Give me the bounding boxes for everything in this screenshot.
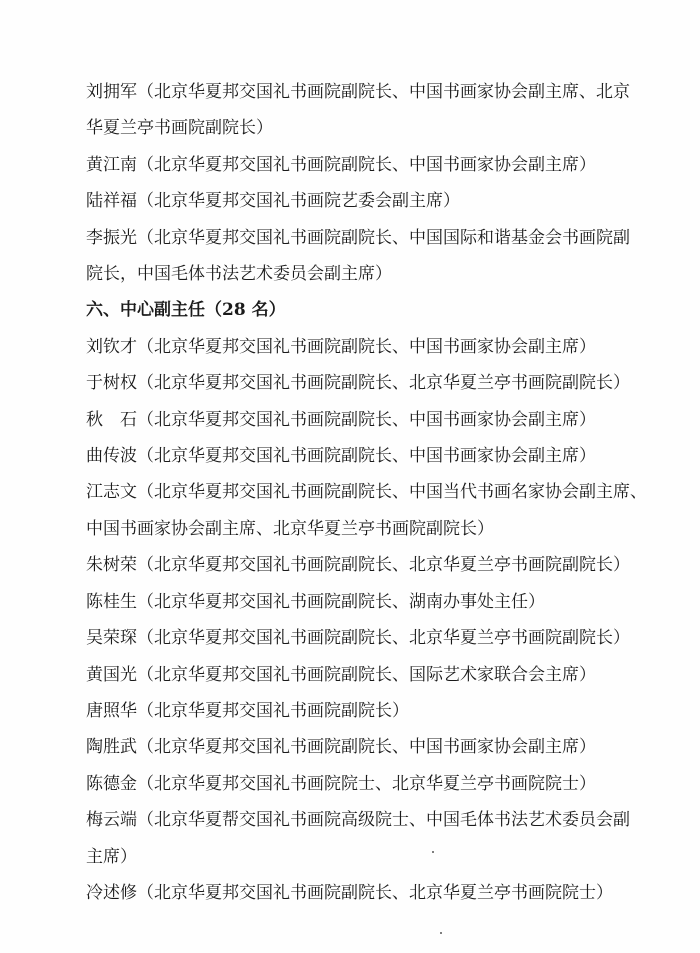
text-line: 梅云端（北京华夏帮交国礼书画院高级院士、中国毛体书法艺术委员会副 [86, 810, 630, 831]
text-line: 院长，中国毛体书法艺术委员会副主席） [86, 264, 392, 285]
text-line: 中国书画家协会副主席、北京华夏兰亭书画院副院长） [86, 518, 494, 539]
text-line: 曲传波（北京华夏邦交国礼书画院副院长、中国书画家协会副主席） [86, 446, 596, 467]
scan-speck [432, 851, 434, 853]
text-line: 江志文（北京华夏邦交国礼书画院副院长、中国当代书画名家协会副主席、 [86, 482, 647, 503]
text-line: 陈桂生（北京华夏邦交国礼书画院副院长、湖南办事处主任） [86, 591, 545, 612]
text-line: 陈德金（北京华夏邦交国礼书画院院士、北京华夏兰亭书画院院士） [86, 773, 596, 794]
text-line: 冷述修（北京华夏邦交国礼书画院副院长、北京华夏兰亭书画院院士） [86, 882, 613, 903]
text-line: 陶胜武（北京华夏邦交国礼书画院副院长、中国书画家协会副主席） [86, 737, 596, 758]
text-line: 朱树荣（北京华夏邦交国礼书画院副院长、北京华夏兰亭书画院副院长） [86, 555, 630, 576]
text-line: 华夏兰亭书画院副院长） [86, 118, 273, 139]
text-line: 于树权（北京华夏邦交国礼书画院副院长、北京华夏兰亭书画院副院长） [86, 373, 630, 394]
text-line: 秋 石（北京华夏邦交国礼书画院副院长、中国书画家协会副主席） [86, 409, 596, 430]
text-line: 刘钦才（北京华夏邦交国礼书画院副院长、中国书画家协会副主席） [86, 336, 596, 357]
text-line: 主席） [86, 846, 137, 867]
text-line: 黄江南（北京华夏邦交国礼书画院副院长、中国书画家协会副主席） [86, 154, 596, 175]
text-line: 唐照华（北京华夏邦交国礼书画院副院长） [86, 700, 409, 721]
text-line: 吴荣琛（北京华夏邦交国礼书画院副院长、北京华夏兰亭书画院副院长） [86, 628, 630, 649]
text-line: 李振光（北京华夏邦交国礼书画院副院长、中国国际和谐基金会书画院副 [86, 227, 630, 248]
section-heading: 六、中心副主任（28 名） [86, 300, 286, 321]
document-body [86, 74, 647, 911]
scan-speck [440, 932, 442, 934]
text-line: 刘拥军（北京华夏邦交国礼书画院副院长、中国书画家协会副主席、北京 [86, 82, 630, 102]
text-line: 黄国光（北京华夏邦交国礼书画院副院长、国际艺术家联合会主席） [86, 664, 596, 685]
text-line: 陆祥福（北京华夏邦交国礼书画院艺委会副主席） [86, 191, 460, 212]
